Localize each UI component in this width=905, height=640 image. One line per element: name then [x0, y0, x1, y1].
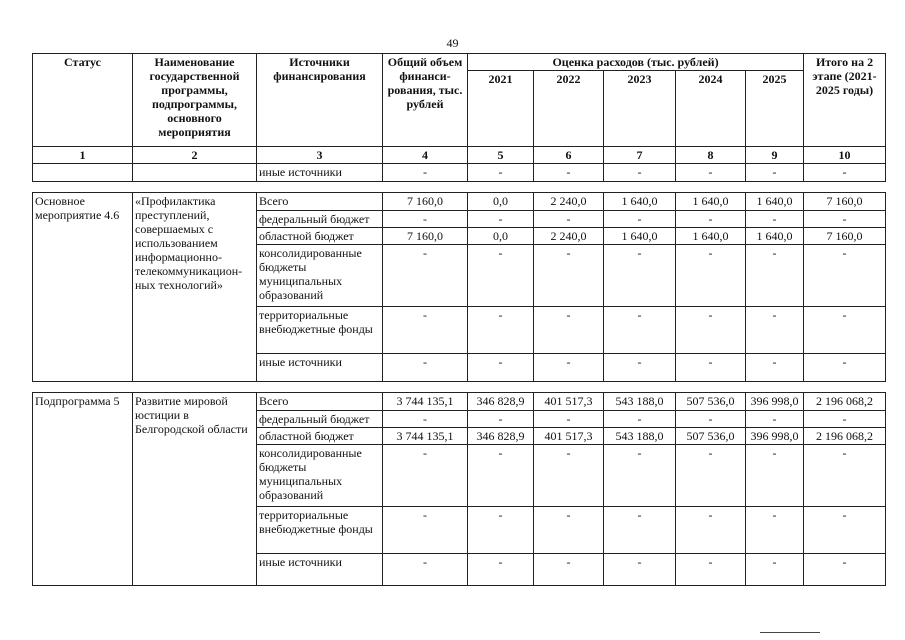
program-name-cell: «Профилактика преступлений, совершаемых с использованием информационно-телекоммуникацион-ных технологий»: [133, 193, 257, 382]
value-cell: -: [746, 164, 804, 182]
value-cell: 346 828,9: [468, 428, 534, 445]
value-cell: -: [604, 554, 676, 586]
value-cell: -: [468, 507, 534, 554]
value-cell: -: [804, 554, 886, 586]
value-cell: -: [604, 507, 676, 554]
value-cell: -: [604, 211, 676, 228]
value-cell: 1 640,0: [676, 193, 746, 211]
column-number: 3: [257, 147, 383, 164]
value-cell: -: [676, 507, 746, 554]
value-cell: -: [534, 445, 604, 507]
page-number: 49: [446, 36, 459, 50]
header-year: 2024: [676, 71, 746, 147]
value-cell: -: [534, 554, 604, 586]
value-cell: -: [534, 211, 604, 228]
value-cell: -: [746, 411, 804, 428]
value-cell: 1 640,0: [604, 193, 676, 211]
source-cell: областной бюджет: [257, 228, 383, 245]
value-cell: -: [746, 307, 804, 354]
budget-table: [32, 53, 886, 586]
column-numbers-row: [33, 147, 886, 164]
value-cell: 401 517,3: [534, 393, 604, 411]
value-cell: -: [676, 211, 746, 228]
table-row: [33, 164, 886, 182]
value-cell: 0,0: [468, 193, 534, 211]
value-cell: -: [676, 445, 746, 507]
value-cell: -: [534, 411, 604, 428]
value-cell: 396 998,0: [746, 393, 804, 411]
column-number: 6: [534, 147, 604, 164]
value-cell: -: [468, 445, 534, 507]
header-status: Статус: [33, 54, 133, 147]
value-cell: -: [468, 354, 534, 382]
header-estimate: Оценка расходов (тыс. рублей): [468, 54, 804, 71]
value-cell: -: [804, 354, 886, 382]
value-cell: 3 744 135,1: [383, 393, 468, 411]
value-cell: -: [468, 554, 534, 586]
budget-table-wrapper: [32, 53, 886, 586]
value-cell: 543 188,0: [604, 393, 676, 411]
value-cell: 1 640,0: [676, 228, 746, 245]
value-cell: -: [383, 164, 468, 182]
source-cell: Всего: [257, 393, 383, 411]
value-cell: 2 240,0: [534, 193, 604, 211]
column-number: 1: [33, 147, 133, 164]
footer-divider: [760, 632, 820, 633]
table-header: [33, 54, 886, 164]
value-cell: -: [383, 307, 468, 354]
value-cell: -: [746, 354, 804, 382]
value-cell: -: [383, 354, 468, 382]
value-cell: -: [804, 164, 886, 182]
value-cell: 2 196 068,2: [804, 393, 886, 411]
value-cell: -: [804, 445, 886, 507]
value-cell: 0,0: [468, 228, 534, 245]
value-cell: -: [676, 554, 746, 586]
value-cell: -: [383, 245, 468, 307]
value-cell: -: [746, 507, 804, 554]
value-cell: -: [604, 411, 676, 428]
value-cell: -: [383, 507, 468, 554]
table-row: [33, 193, 886, 211]
value-cell: 7 160,0: [383, 228, 468, 245]
value-cell: -: [534, 245, 604, 307]
value-cell: 1 640,0: [746, 228, 804, 245]
header-name: Наименование государственной программы, подпрограммы, основного мероприятия: [133, 54, 257, 147]
value-cell: 543 188,0: [604, 428, 676, 445]
value-cell: -: [468, 411, 534, 428]
source-cell: иные источники: [257, 164, 383, 182]
program-name-cell: Развитие мировой юстиции в Белгородской области: [133, 393, 257, 586]
value-cell: -: [804, 411, 886, 428]
value-cell: -: [468, 164, 534, 182]
column-number: 5: [468, 147, 534, 164]
value-cell: -: [804, 211, 886, 228]
value-cell: -: [604, 307, 676, 354]
value-cell: -: [676, 164, 746, 182]
value-cell: 3 744 135,1: [383, 428, 468, 445]
value-cell: -: [746, 445, 804, 507]
source-cell: Всего: [257, 193, 383, 211]
value-cell: 2 240,0: [534, 228, 604, 245]
status-cell: Основное мероприятие 4.6: [33, 193, 133, 382]
value-cell: -: [604, 354, 676, 382]
value-cell: -: [534, 307, 604, 354]
value-cell: -: [383, 411, 468, 428]
value-cell: 1 640,0: [746, 193, 804, 211]
value-cell: -: [676, 354, 746, 382]
column-number: 8: [676, 147, 746, 164]
value-cell: 401 517,3: [534, 428, 604, 445]
value-cell: -: [604, 445, 676, 507]
header-year: 2023: [604, 71, 676, 147]
value-cell: 7 160,0: [383, 193, 468, 211]
source-cell: консолидированные бюджеты муниципальных образований: [257, 245, 383, 307]
status-cell: Подпрограмма 5: [33, 393, 133, 586]
source-cell: иные источники: [257, 354, 383, 382]
value-cell: -: [676, 307, 746, 354]
value-cell: -: [804, 245, 886, 307]
source-cell: консолидированные бюджеты муниципальных образований: [257, 445, 383, 507]
header-year: 2021: [468, 71, 534, 147]
source-cell: иные источники: [257, 554, 383, 586]
value-cell: -: [534, 507, 604, 554]
value-cell: -: [676, 411, 746, 428]
source-cell: территориальные внебюджетные фонды: [257, 507, 383, 554]
value-cell: -: [676, 245, 746, 307]
header-year: 2025: [746, 71, 804, 147]
value-cell: -: [383, 445, 468, 507]
value-cell: -: [468, 211, 534, 228]
value-cell: -: [804, 307, 886, 354]
source-cell: федеральный бюджет: [257, 411, 383, 428]
value-cell: 507 536,0: [676, 428, 746, 445]
column-number: 7: [604, 147, 676, 164]
value-cell: -: [534, 164, 604, 182]
column-number: 4: [383, 147, 468, 164]
value-cell: -: [804, 507, 886, 554]
value-cell: -: [534, 354, 604, 382]
column-number: 9: [746, 147, 804, 164]
value-cell: 1 640,0: [604, 228, 676, 245]
value-cell: 396 998,0: [746, 428, 804, 445]
value-cell: -: [746, 554, 804, 586]
header-total-volume: Общий объем финанси-рования, тыс. рублей: [383, 54, 468, 147]
value-cell: -: [604, 164, 676, 182]
column-number: 10: [804, 147, 886, 164]
header-year: 2022: [534, 71, 604, 147]
value-cell: 346 828,9: [468, 393, 534, 411]
value-cell: -: [383, 554, 468, 586]
source-cell: федеральный бюджет: [257, 211, 383, 228]
table-row: [33, 393, 886, 411]
source-cell: областной бюджет: [257, 428, 383, 445]
value-cell: -: [468, 307, 534, 354]
value-cell: -: [746, 211, 804, 228]
value-cell: 7 160,0: [804, 193, 886, 211]
value-cell: 2 196 068,2: [804, 428, 886, 445]
value-cell: -: [746, 245, 804, 307]
column-number: 2: [133, 147, 257, 164]
header-itogo: Итого на 2 этапе (2021-2025 годы): [804, 54, 886, 147]
header-sources: Источники финансирования: [257, 54, 383, 147]
value-cell: 507 536,0: [676, 393, 746, 411]
source-cell: территориальные внебюджетные фонды: [257, 307, 383, 354]
table-body: [33, 164, 886, 586]
value-cell: -: [604, 245, 676, 307]
value-cell: -: [468, 245, 534, 307]
value-cell: 7 160,0: [804, 228, 886, 245]
value-cell: -: [383, 211, 468, 228]
